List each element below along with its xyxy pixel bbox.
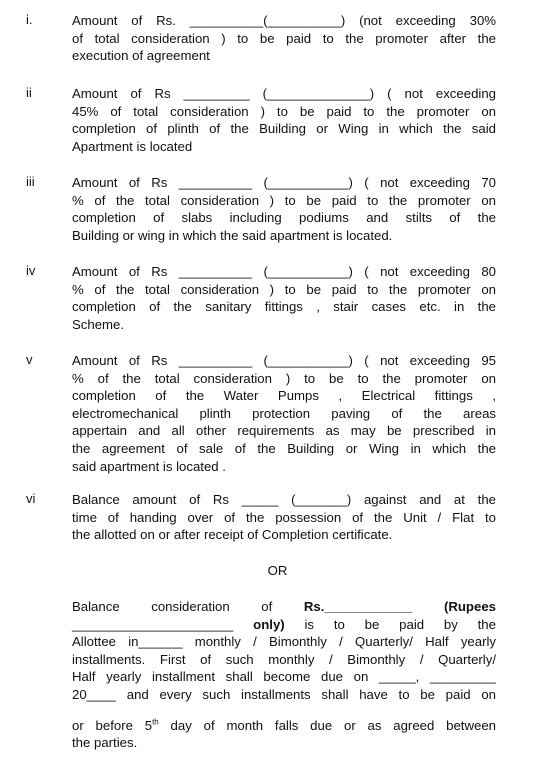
text-line: Half yearly installment shall become due on _____, _________ bbox=[72, 669, 496, 685]
item-text bbox=[72, 491, 496, 544]
text-line: completion of plinth of the Building or Wing in which the said bbox=[72, 121, 496, 137]
item-number: v bbox=[26, 352, 33, 367]
text-line: Allottee in______ monthly / Bimonthly / Quarterly/ Half yearly bbox=[72, 634, 496, 650]
rupees-field: Rs.____________ (Rupees bbox=[303, 599, 496, 614]
item-number: iv bbox=[26, 263, 36, 278]
text-line: the allotted on or after receipt of Completion certificate. bbox=[72, 527, 393, 543]
item-number: i. bbox=[26, 12, 33, 27]
text-line: % of the total consideration ) to be paid to the promoter on bbox=[72, 281, 496, 297]
text-line: appertain and all other requirements as may be prescribed in bbox=[72, 423, 496, 439]
text-line: electromechanical plinth protection paving of the areas bbox=[72, 405, 496, 421]
text-line: % of the total consideration ) to be paid to the promoter on bbox=[72, 192, 496, 208]
text-line: Apartment is located bbox=[72, 138, 193, 154]
text-line: execution of agreement bbox=[72, 48, 210, 64]
text-line: Building or wing in which the said apartment is located. bbox=[72, 227, 393, 243]
text-line: Balance amount of Rs _____ (_______) against and at the bbox=[72, 492, 496, 507]
text-fragment: or before 5 bbox=[72, 717, 153, 733]
text-line: installments. First of such monthly / Bimonthly / Quarterly/ bbox=[72, 651, 496, 667]
text-line: the agreement of sale of the Building or Wing in which the bbox=[72, 440, 496, 456]
text-line: completion of slabs including podiums and stilts of the bbox=[72, 210, 496, 226]
item-text bbox=[72, 352, 496, 475]
text-line: 20____ and every such installments shall have to be paid on bbox=[72, 686, 496, 702]
item-number: vi bbox=[26, 491, 36, 506]
text-line: completion of the Water Pumps , Electrical fittings , bbox=[72, 388, 496, 404]
text-fragment: Balance consideration of bbox=[72, 599, 304, 614]
text-line: Amount of Rs. __________(__________) (not exceeding 30% bbox=[72, 13, 496, 28]
text-line: completion of the sanitary fittings , stair cases etc. in the bbox=[72, 299, 496, 315]
text-line: time of handing over of the possession of the Unit / Flat to bbox=[72, 509, 496, 525]
item-text bbox=[72, 263, 496, 333]
text-line: % of the total consideration ) to be to the promoter on bbox=[72, 370, 496, 386]
text-line: 45% of total consideration ) to be paid to the promoter on bbox=[72, 103, 496, 119]
balance-paragraph bbox=[72, 598, 496, 752]
text-fragment: is to be paid by the bbox=[284, 616, 496, 632]
item-number: ii bbox=[26, 85, 32, 100]
text-fragment: ______________________ bbox=[72, 616, 254, 632]
text-line bbox=[72, 717, 496, 735]
item-text bbox=[72, 12, 496, 65]
text-line: Scheme. bbox=[72, 316, 125, 332]
superscript: th bbox=[152, 717, 159, 727]
text-line: of total consideration ) to be paid to the promoter after the bbox=[72, 30, 496, 46]
text-line bbox=[72, 598, 496, 616]
text-line: said apartment is located . bbox=[72, 458, 226, 474]
text-line: Amount of Rs __________ (___________) ( not exceeding 80 bbox=[72, 264, 496, 279]
item-text bbox=[72, 85, 496, 155]
text-line: Amount of Rs __________ (___________) ( not exceeding 70 bbox=[72, 175, 496, 190]
text-line: Amount of Rs _________ (______________) ( not exceeding bbox=[72, 86, 496, 101]
only-label: only) bbox=[253, 616, 285, 632]
or-separator: OR bbox=[267, 563, 288, 578]
text-line bbox=[72, 616, 496, 634]
item-number: iii bbox=[26, 174, 35, 189]
item-text bbox=[72, 174, 496, 244]
text-line: Amount of Rs __________ (___________) ( not exceeding 95 bbox=[72, 353, 496, 368]
text-line: the parties. bbox=[72, 735, 138, 751]
text-fragment: day of month falls due or as agreed between bbox=[158, 717, 496, 733]
